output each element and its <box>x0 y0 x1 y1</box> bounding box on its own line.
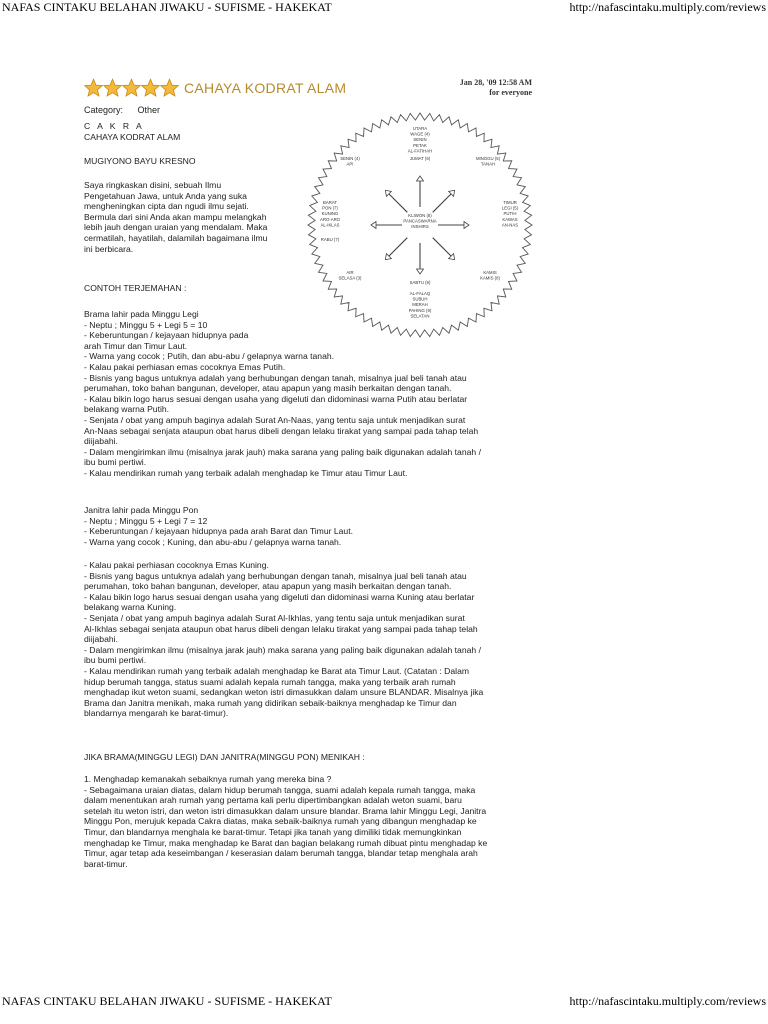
post-audience: for everyone <box>489 88 532 97</box>
text-line: menghadap ikut weton suami, sedangkan weton istri dimasukkan dalam unsure BLANDAR. Misalnya jika <box>84 687 484 698</box>
text-line: perumahan, toko bahan bangunan, developer, atau apapun yang masih berkaitan dengan tanah. <box>84 581 452 592</box>
diagram-label: PANCASWARNA <box>403 218 437 224</box>
diagram-label: AIR <box>346 270 354 275</box>
janitra-details <box>84 560 483 719</box>
diagram-label: SUBUH <box>412 296 428 302</box>
text-line: An-Naas sebagai senjata ataupun obat harus dibeli dengan lelaku tirakat yang sampai pada tahap telah <box>84 425 479 436</box>
text-line: - Kalau mendirikan rumah yang terbaik adalah menghadap ke Barat ata Timur Laut. (Catatan : Dalam <box>84 665 470 676</box>
diagram-label: PUTIH <box>503 211 517 217</box>
diagram-label: KAWAS <box>502 216 518 222</box>
direction-arrow-icon <box>464 222 469 229</box>
text-line: - Dalam mengirimkan ilmu (misalnya jarak jauh) maka sarana yang paling baik digunakan adalah tanah / <box>84 644 481 655</box>
diagram-label: PON (7) <box>322 205 338 211</box>
text-line: arah Timur dan Timur Laut. <box>84 340 188 351</box>
diagram-label: AN-NAS <box>501 222 519 228</box>
text-line: Timur, dan blandarnya menghala ke barat-timur. Tetapi jika tanah yang dimiliki tidak memungkinkan <box>84 826 462 837</box>
category-label: Category: <box>84 105 124 115</box>
text-line: blandarnya mengarah ke barat-timur). <box>84 708 229 719</box>
diagram-label: SABTU (9) <box>409 280 431 285</box>
text-line: lebih jauh dengan uraian yang mendalam. Maka <box>84 222 268 233</box>
star-icon <box>161 79 179 96</box>
text-line: - Keberuntungan / kejayaan hidupnya pada <box>84 330 249 341</box>
text-line: - Bisnis yang bagus untuknya adalah yang berhubungan dengan tanah, misalnya jual beli tanah atau <box>84 372 467 383</box>
diagram-label: KLIWON (8) <box>408 213 432 218</box>
text-line: Bermula dari sini Anda akan mampu melangkah <box>84 211 267 222</box>
post-title: CAHAYA KODRAT ALAM <box>184 80 347 96</box>
text-line: perumahan, toko bahan bangunan, developer, atau apapun yang masih berkaitan dengan tanah. <box>84 383 452 394</box>
diagram-label: AL-FALAQ <box>409 291 431 296</box>
text-line: - Neptu ; Minggu 5 + Legi 5 = 10 <box>84 319 208 330</box>
diagram-label: UTARA <box>412 126 428 131</box>
text-line: - Kalau bikin logo harus sesuai dengan usaha yang digeluti dan didominasi warna Kuning atau berlatar <box>84 591 475 602</box>
text-line: mengheningkan cipta dan ngudi ilmu sejati. <box>84 201 249 212</box>
page-footer <box>0 994 768 1010</box>
direction-arrow-icon <box>417 176 424 181</box>
diagram-label: LEGI (5) <box>501 205 519 211</box>
direction-arrow-icon <box>417 269 424 274</box>
text-line: Saya ringkaskan disini, sebuah Ilmu <box>84 180 222 190</box>
diagram-label: INSHIRS <box>411 224 429 230</box>
text-line: Janitra lahir pada Minggu Pon <box>84 505 199 515</box>
text-line: - Keberuntungan / kejayaan hidupnya pada arah Barat dan Timur Laut. <box>84 526 353 537</box>
diagram-label: SENIN <box>413 137 427 143</box>
diagram-label: AL-IKLAS <box>320 222 340 228</box>
post-meta <box>440 78 532 98</box>
diagram-label: SELATAN <box>410 313 430 319</box>
text-line: Al-Ikhlas sebagai senjata ataupun obat harus dibeli dengan lelaku tirakat yang sampai pada tahap telah <box>84 623 478 634</box>
text-line: menghadap ke Timur, maka menghadap ke Barat dan bagian belakang rumah dibuat pintu menghadap ke <box>84 837 488 848</box>
text-line: - Kalau pakai perhiasan cocoknya Emas Kuning. <box>84 560 269 570</box>
text-line: Minggu Pon, merujuk kepada Cakra diatas, maka sebaik-baiknya rumah yang dibangun menghadap ke <box>84 816 477 827</box>
text-line: Timur, agar tetap ada keseimbangan / keserasian dalam berumah tangga, blandar tetap menghala arah <box>84 848 478 859</box>
text-line: diijabahi. <box>84 634 118 645</box>
diagram-label: MERAH <box>412 302 428 308</box>
text-line: hidup berumah tangga, status suami adalah kepala rumah tangga, maka yang terbaik arah rumah <box>84 676 456 687</box>
diagram-label: KAMIS <box>483 270 497 275</box>
diagram-label: JUMAT (6) <box>409 156 431 161</box>
diagram-label: SELASA (3) <box>338 275 362 281</box>
intro-paragraph <box>84 180 267 254</box>
footer-site-title: NAFAS CINTAKU BELAHAN JIWAKU - SUFISME - HAKEKAT <box>2 994 332 1008</box>
text-line: - Senjata / obat yang ampuh baginya adalah Surat An-Naas, yang tentu saja untuk menjadikan surat <box>84 414 466 425</box>
diagram-label: MINGGU (5) <box>475 156 501 161</box>
page-header <box>0 0 768 16</box>
text-line: Pengetahuan Jawa, untuk Anda yang suka <box>84 190 247 201</box>
diagram-label: BARAT <box>322 200 338 205</box>
text-line: - Bisnis yang bagus untuknya adalah yang berhubungan dengan tanah, misalnya jual beli tanah atau <box>84 570 467 581</box>
text-line: diijabahi. <box>84 436 118 447</box>
text-line: - Sebagaimana uraian diatas, dalam hidup berumah tangga, suami adalah kepala rumah tangga, maka <box>84 784 476 795</box>
star-icon <box>104 79 122 96</box>
text-line: belakang warna Kuning. <box>84 602 177 613</box>
diagram-labels <box>320 126 519 318</box>
cakra-diagram <box>296 108 544 342</box>
direction-arrow-shaft <box>433 238 451 256</box>
header-site-title: NAFAS CINTAKU BELAHAN JIWAKU - SUFISME - HAKEKAT <box>2 0 332 14</box>
text-line: - Kalau bikin logo harus sesuai dengan usaha yang digeluti dan didominasi warna Putih atau berlatar <box>84 393 468 404</box>
footer-url: http://nafascintaku.multiply.com/reviews <box>569 994 766 1008</box>
star-icon <box>123 79 141 96</box>
post-date: Jan 28, '09 12:58 AM <box>459 78 532 87</box>
diagram-label: API <box>346 161 354 167</box>
text-line: dalam menentukan arah rumah yang pertama kali perlu dipertimbangkan adalah weton suami, baru <box>84 795 462 806</box>
section-heading: CONTOH TERJEMAHAN : <box>84 283 187 293</box>
janitra-section <box>84 505 353 547</box>
text-line: barat-timur. <box>84 858 128 869</box>
diagram-label: ARO-ARO <box>319 216 341 222</box>
star-icon <box>142 79 160 96</box>
star-icon <box>85 79 103 96</box>
diagram-label: TIMUR <box>503 200 517 205</box>
text-line: Brama dan Janitra menikah, maka rumah yang didirikan sebaik-baiknya menghadap ke Timur dan <box>84 697 457 708</box>
text-line: ibu bumi pertiwi. <box>84 655 147 666</box>
category-line <box>84 105 160 115</box>
text-line: Brama lahir pada Minggu Legi <box>84 309 199 319</box>
text-line: - Kalau pakai perhiasan emas cocoknya Emas Putih. <box>84 361 286 372</box>
diagram-label: KUNING <box>321 211 339 217</box>
text-line: - Kalau mendirikan rumah yang terbaik adalah menghadap ke Timur atau Timur Laut. <box>84 467 408 478</box>
header-url: http://nafascintaku.multiply.com/reviews <box>569 0 766 14</box>
direction-arrow-icon <box>371 222 376 229</box>
text-line: 1. Menghadap kemanakah sebaiknya rumah yang mereka bina ? <box>84 774 332 784</box>
category-value: Other <box>137 105 161 115</box>
text-line: ini berbicara. <box>84 243 134 254</box>
diagram-label: PETAK <box>413 142 427 148</box>
post-heading <box>84 121 180 142</box>
text-line: - Senjata / obat yang ampuh baginya adalah Surat Al-Ikhlas, yang tentu saja untuk menjadikan surat <box>84 612 465 623</box>
diagram-label: AL-FATIHAH <box>407 148 433 154</box>
text-line: belakang warna Putih. <box>84 404 170 415</box>
text-line: - Neptu ; Minggu 5 + Legi 7 = 12 <box>84 515 208 526</box>
diagram-label: PAHING (9) <box>408 307 432 313</box>
marriage-section <box>84 774 487 869</box>
heading-line: C A K R A <box>84 121 145 131</box>
diagram-label: WAGE (4) <box>410 131 430 137</box>
text-line: - Warna yang cocok ; Putih, dan abu-abu / gelapnya warna tanah. <box>84 351 335 362</box>
rating-stars <box>84 78 180 98</box>
text-line: setelah itu weton istri, dan weton istri dimasukkan dalam unsure blandar. Brama lahir Minggu Legi, Janitra <box>84 805 487 816</box>
text-line: - Warna yang cocok ; Kuning, dan abu-abu / gelapnya warna tanah. <box>84 536 342 547</box>
text-line: - Dalam mengirimkan ilmu (misalnya jarak jauh) maka sarana yang paling baik digunakan adalah tanah / <box>84 446 481 457</box>
diagram-label: RABU (7) <box>320 237 340 242</box>
direction-arrow-shaft <box>389 238 407 256</box>
text-line: cermatilah, hayatilah, dalamilah bagaimana ilmu <box>84 232 268 243</box>
diagram-label: SENIN (4) <box>340 156 360 161</box>
author-name: MUGIYONO BAYU KRESNO <box>84 156 196 166</box>
diagram-label: KAMIS (8) <box>480 275 500 281</box>
heading-line: CAHAYA KODRAT ALAM <box>84 131 181 142</box>
section-heading: JIKA BRAMA(MINGGU LEGI) DAN JANITRA(MINGGU PON) MENIKAH : <box>84 752 365 762</box>
text-line: ibu bumi pertiwi. <box>84 457 147 468</box>
diagram-label: TANAH <box>480 161 496 167</box>
direction-arrow-shaft <box>389 194 407 212</box>
direction-arrow-shaft <box>433 194 451 212</box>
